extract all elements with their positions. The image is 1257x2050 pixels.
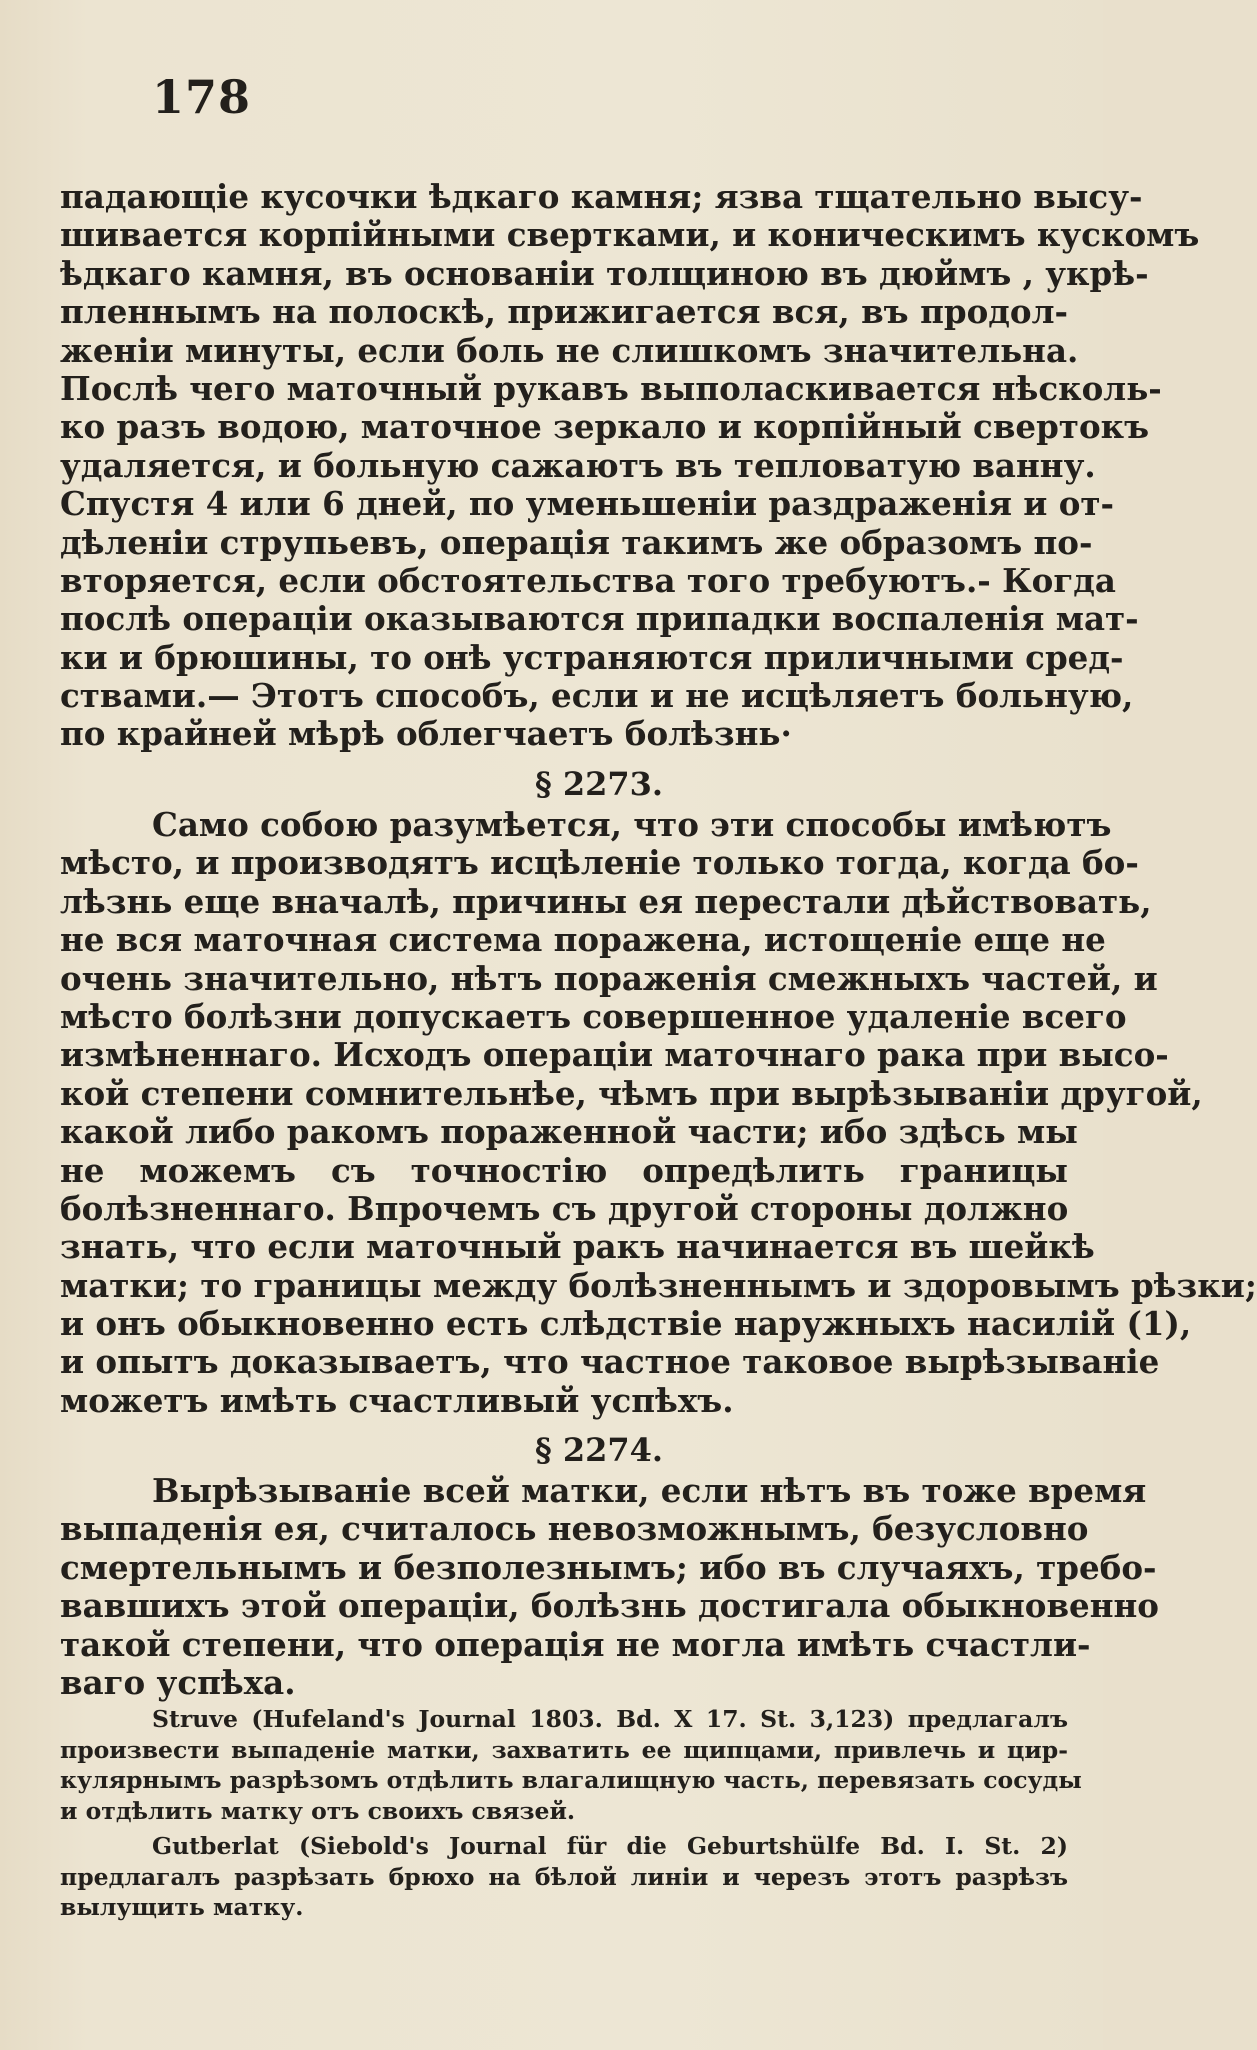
footnote-line: и отдѣлить матку отъ своихъ связей. (60, 1796, 576, 1825)
text-line: Послѣ чего маточный рукавъ выполаскивается нѣсколь- (60, 368, 1162, 408)
text-line: такой степени, что операція не могла имѣть счастли- (60, 1624, 1091, 1664)
text-line: ко разъ водою, маточное зеркало и корпійный свертокъ (60, 407, 1150, 447)
text-line: матки; то границы между болѣзненнымъ и здоровымъ рѣзки; (60, 1265, 1257, 1305)
text-line: удаляется, и больную сажаютъ въ тепловатую ванну. (60, 445, 1096, 485)
text-line: не можемъ съ точностію опредѣлить границы (60, 1150, 1068, 1190)
text-line: смертельнымъ и безполезнымъ; ибо въ случаяхъ, требо- (60, 1547, 1157, 1587)
text-line: падающіе кусочки ѣдкаго камня; язва тщательно высу- (60, 177, 1143, 216)
text-line: измѣненнаго. Исходъ операціи маточнаго рака при высо- (60, 1035, 1169, 1075)
section-heading-text: § 2273. (534, 765, 664, 803)
text-line: мѣсто, и производятъ исцѣленіе только тогда, когда бо- (60, 843, 1139, 883)
text-line: какой либо ракомъ пораженной части; ибо здѣсь мы (60, 1112, 1078, 1152)
section-heading-2273 (0, 764, 1103, 804)
text-line: и опытъ доказываетъ, что частное таковое вырѣзываніе (60, 1342, 1160, 1382)
text-line: Вырѣзываніе всей матки, если нѣтъ въ тоже время (152, 1471, 1147, 1510)
paragraph-2 (60, 805, 1257, 1420)
paragraph-1 (60, 177, 1200, 754)
text-line: Спустя 4 или 6 дней, по уменьшеніи раздраженія и от- (60, 484, 1115, 524)
footnote-line: вылущить матку. (60, 1893, 304, 1922)
text-line: ваго успѣха. (60, 1662, 296, 1702)
text-line: ки и брюшины, то онѣ устраняются приличными сред- (60, 637, 1124, 677)
footnote-gutberlat (60, 1831, 1068, 1923)
text-line: шивается корпійными свертками, и коническимъ кускомъ (60, 215, 1200, 255)
footnote-line: Gutberlat (Siebold's Journal für die Geburtshülfe Bd. I. St. 2) (152, 1832, 1068, 1860)
footnote-line: произвести выпаденіе матки, захватить ее щипцами, привлечь и цир- (60, 1735, 1068, 1764)
text-line: по крайней мѣрѣ облегчаетъ болѣзнь· (60, 714, 792, 754)
text-line: ствами.— Этотъ способъ, если и не исцѣляетъ больную, (60, 676, 1134, 716)
text-line: болѣзненнаго. Впрочемъ съ другой стороны должно (60, 1188, 1069, 1228)
text-line: знать, что если маточный ракъ начинается въ шейкѣ (60, 1227, 1095, 1267)
footnote-line: предлагалъ разрѣзать брюхо на бѣлой линіи и черезъ этотъ разрѣзъ (60, 1862, 1068, 1891)
text-line: женіи минуты, если боль не слишкомъ значительна. (60, 330, 1079, 370)
text-line: ѣдкаго камня, въ основаніи толщиною въ дюймъ , укрѣ- (60, 253, 1149, 293)
text-line: очень значительно, нѣтъ пораженія смежныхъ частей, и (60, 958, 1158, 998)
text-line: можетъ имѣть счастливый успѣхъ. (60, 1380, 734, 1420)
footnote-line: кулярнымъ разрѣзомъ отдѣлить влагалищную часть, перевязать сосуды (60, 1766, 1082, 1795)
text-line: и онъ обыкновенно есть слѣдствіе наружныхъ насилій (1), (60, 1304, 1192, 1344)
text-line: пленнымъ на полоскѣ, прижигается вся, въ продол- (60, 292, 1068, 332)
text-line: Само собою разумѣется, что эти способы имѣютъ (152, 805, 1112, 844)
text-line: кой степени сомнительнѣе, чѣмъ при вырѣзываніи другой, (60, 1073, 1203, 1113)
text-line: вавшихъ этой операціи, болѣзнь достигала обыкновенно (60, 1586, 1159, 1626)
section-heading-2274 (0, 1430, 1103, 1470)
text-line: дѣленіи струпьевъ, операція такимъ же образомъ по- (60, 522, 1093, 562)
paragraph-3 (60, 1471, 1159, 1702)
text-line: лѣзнь еще вначалѣ, причины ея перестали дѣйствовать, (60, 881, 1152, 921)
page-number: 178 (152, 70, 252, 124)
text-line: послѣ операціи оказываются припадки воспаленія мат- (60, 599, 1139, 639)
footnote-line: Struve (Hufeland's Journal 1803. Bd. X 17. St. 3,123) предлагалъ (152, 1705, 1068, 1733)
footnote-struve (60, 1704, 1082, 1826)
text-line: вторяется, если обстоятельства того требуютъ.- Когда (60, 560, 1116, 600)
text-line: мѣсто болѣзни допускаетъ совершенное удаленіе всего (60, 996, 1127, 1036)
section-heading-text: § 2274. (534, 1431, 664, 1469)
text-line: выпаденія ея, считалось невозможнымъ, безусловно (60, 1509, 1089, 1549)
text-line: не вся маточная система поражена, истощеніе еще не (60, 920, 1106, 960)
